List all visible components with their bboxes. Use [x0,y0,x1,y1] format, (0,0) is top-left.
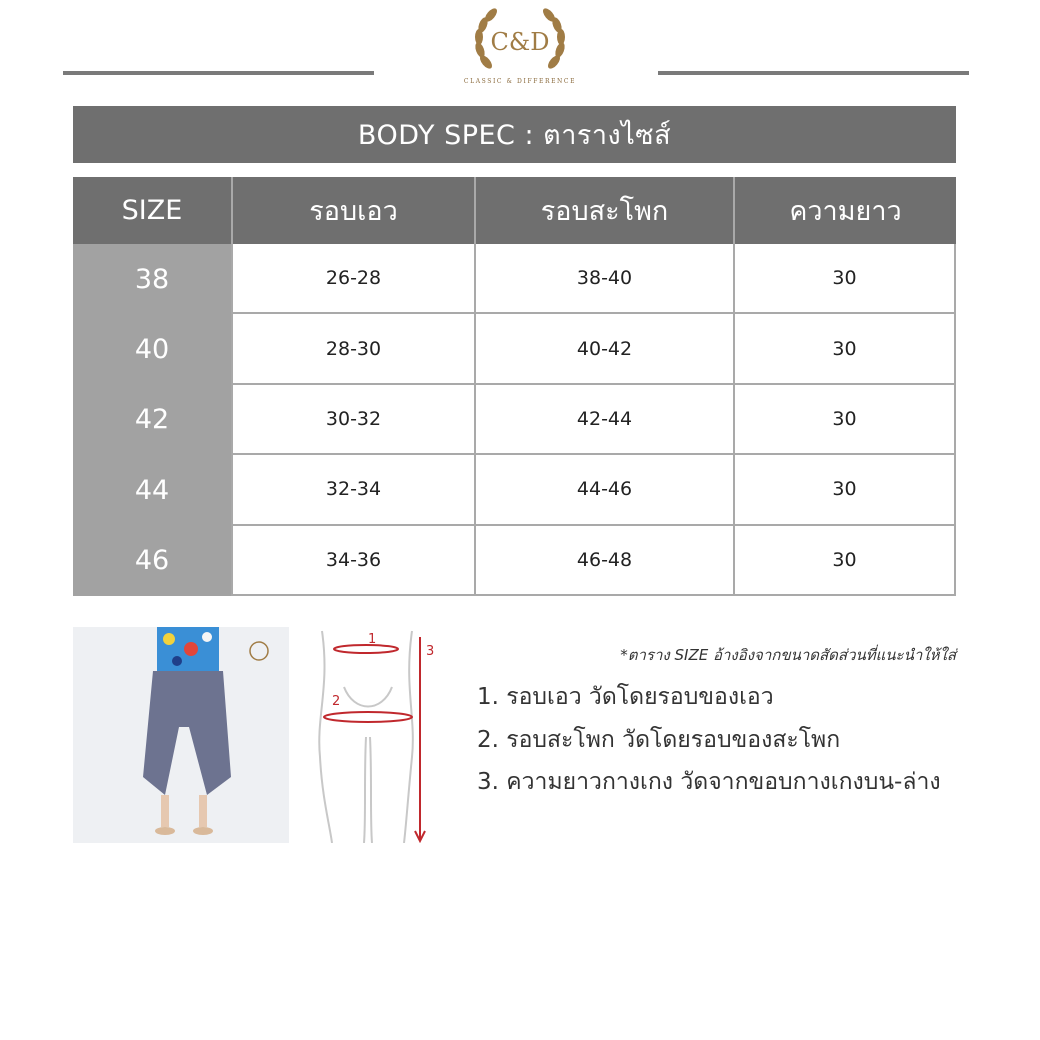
waist-cell: 26-28 [231,244,474,314]
waist-cell: 30-32 [231,385,474,455]
waist-cell: 28-30 [231,314,474,384]
product-photo [73,627,289,843]
hip-cell: 44-46 [474,455,733,525]
length-cell: 30 [733,314,956,384]
brand-monogram: C&D [490,28,550,56]
marker-3: 3 [426,644,435,659]
size-42: 42 [73,385,231,455]
size-46: 46 [73,526,231,596]
length-cell: 30 [733,385,956,455]
top-rule-right [658,71,969,75]
hip-cell: 42-44 [474,385,733,455]
page-title: BODY SPEC : ตารางไซส์ [73,106,956,163]
marker-2: 2 [332,694,341,709]
hip-cell: 38-40 [474,244,733,314]
header-size: SIZE [73,177,231,244]
measurement-diagram [308,627,438,843]
marker-1: 1 [368,632,377,647]
size-38: 38 [73,244,231,314]
header-length: ความยาว [733,177,956,244]
brand-tagline: CLASSIC & DIFFERENCE [463,78,577,85]
step-waist: 1. รอบเอว วัดโดยรอบของเอว [477,684,774,710]
size-table [73,177,956,596]
hip-cell: 40-42 [474,314,733,384]
size-40: 40 [73,314,231,384]
hip-cell: 46-48 [474,526,733,596]
length-cell: 30 [733,244,956,314]
size-44: 44 [73,455,231,525]
header-hip: รอบสะโพก [474,177,733,244]
waist-cell: 34-36 [231,526,474,596]
length-cell: 30 [733,455,956,525]
size-note: *ตาราง SIZE อ้างอิงจากขนาดสัดส่วนที่แนะนำให้ใส่ [620,646,956,664]
top-rule-left [63,71,374,75]
step-length: 3. ความยาวกางเกง วัดจากขอบกางเกงบน-ล่าง [477,769,941,795]
step-hip: 2. รอบสะโพก วัดโดยรอบของสะโพก [477,727,841,753]
waist-cell: 32-34 [231,455,474,525]
header-waist: รอบเอว [231,177,474,244]
length-cell: 30 [733,526,956,596]
